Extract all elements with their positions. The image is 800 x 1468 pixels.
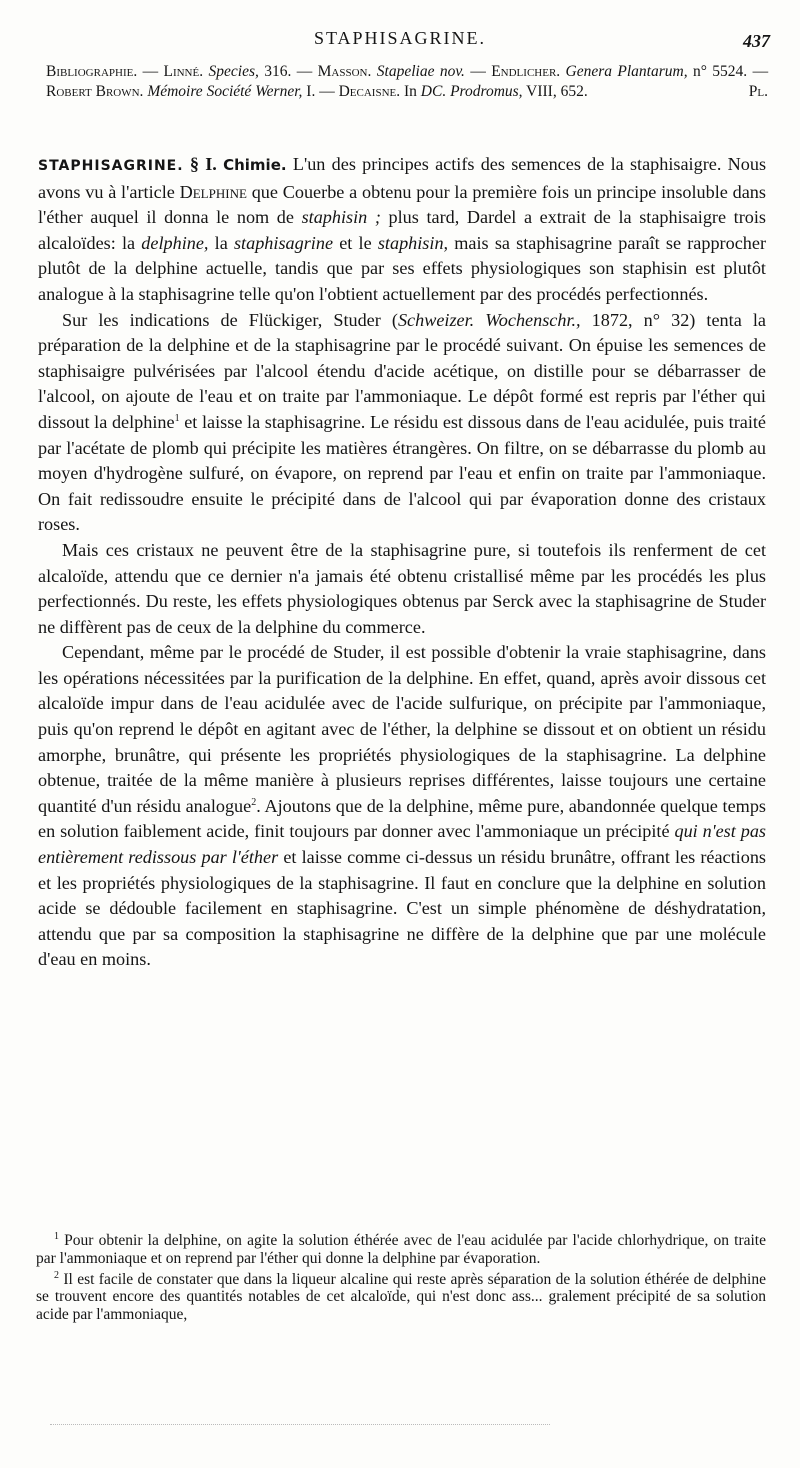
- text: mais sa staphisagrine paraît se rapprocher plutôt de la delphine actuelle, tandis que par ses effets physiologiques son staphisin est plutôt analogue à la staphisagrine telle qu'on l'obtient actuellement par des procédés perfectionnés.: [38, 232, 766, 304]
- footnote-text: Il est facile de constater que dans la liqueur alcaline qui reste après séparation de la solution éthérée de delphine se trouvent encore des quantités notables de cet alcaloïde, qui n'est donc ass... gralement précipité de sa solution acide par l'ammoniaque,: [36, 1270, 766, 1324]
- page-number: 437: [743, 31, 770, 51]
- paragraph: Mais ces cristaux ne peuvent être de la staphisagrine pure, si toutefois ils renferment de cet alcaloïde, attendu que ce dernier n'a jamais été obtenu cristallisé même par les procédés les plus perfectionnés. Du reste, les effets physiologiques obtenus par Serck avec la staphisagrine de Studer ne diffèrent pas de ceux de la delphine du commerce.: [38, 539, 766, 637]
- text: la: [208, 232, 234, 253]
- section-title: Chimie.: [223, 156, 287, 174]
- text: Cependant, même par le procédé de Studer, il est possible d'obtenir la vraie staphisagrine, dans les opérations nécessitées par la purification de la delphine. En effet, quand, après avoir dissous cet alcaloïde impur dans de l'eau acidulée avec de l'acide sulfurique, on précipite par l'ammoniaque, puis qu'on reprend le dépôt en agitant avec de l'éther, la delphine se dissout et on obtient un résidu amorphe, brunâtre, qui présente les propriétés physiologiques de la staphisagrine. La delphine obtenue, traitée de la même manière à plusieurs reprises différentes, laisse toujours une certaine quantité d'un résidu analogue: [38, 642, 766, 816]
- text: 1872, n° 32) tenta la préparation de la delphine et de la staphisagrine par le procédé suivant. On épuise les semences de staphisaigre pulvérisées par l'alcool étendu d'acide acétique, on distille pour se débarrasser de l'alcool, on ajoute de l'eau et on traite par l'ammoniaque. Le dépôt formé est repris par l'éther qui dissout la delphine: [38, 309, 766, 432]
- title-prodromus: DC. Prodromus,: [420, 82, 523, 100]
- article-body: [38, 152, 766, 973]
- author-decaisne: Decaisne.: [338, 82, 401, 100]
- text: que Couerbe a obtenu pour la première fois un principe insoluble dans l'éther auquel il donna le nom de: [38, 181, 766, 228]
- bibliography-label: Bibliographie.: [46, 63, 138, 80]
- cross-reference: Delphine: [179, 181, 247, 202]
- title-species: Species,: [208, 63, 259, 80]
- text: . Ajoutons que de la delphine, même pure, abandonnée quelque temps en solution faiblement acide, finit toujours par donner avec l'ammoniaque un précipité: [38, 795, 766, 842]
- journal-title: Schweizer. Wochenschr.,: [397, 309, 581, 330]
- footnote-ref: 2: [251, 796, 257, 808]
- dash: —: [747, 63, 769, 80]
- dash: —: [315, 82, 339, 100]
- ref: I.: [302, 82, 316, 100]
- dash: —: [464, 63, 492, 80]
- term: staphisin ;: [301, 207, 381, 228]
- text: Sur les indications de Flückiger, Studer (: [62, 309, 398, 330]
- signature: Pl.: [748, 82, 768, 100]
- in: In: [400, 82, 421, 100]
- text: L'un des principes actifs des semences de la staphisaigre. Nous avons vu à l'article: [38, 154, 767, 202]
- footnote-2: [36, 1271, 766, 1324]
- footnote-mark: 1: [54, 1230, 59, 1242]
- ref: 316.: [258, 63, 292, 80]
- author-masson: Masson.: [317, 63, 372, 80]
- title-stapeliae: Stapeliae nov.: [376, 63, 465, 80]
- title-memoire: Mémoire Société Werner,: [147, 82, 303, 100]
- dash: —: [291, 63, 318, 80]
- paragraph: [38, 308, 766, 538]
- emphasis: qui n'est pas entièrement redissous par l'éther: [38, 821, 766, 868]
- paragraph: [38, 152, 766, 308]
- paragraph: [38, 640, 766, 973]
- ref: VIII, 652.: [522, 82, 588, 100]
- title-genera: Genera Plantarum,: [565, 63, 688, 80]
- author-brown: Robert Brown.: [46, 82, 144, 100]
- dash: —: [137, 63, 164, 80]
- headword: STAPHISAGRINE.: [38, 158, 184, 174]
- text: et le: [333, 232, 378, 253]
- term: staphisagrine: [233, 232, 334, 253]
- footnote-text: Pour obtenir la delphine, on agite la solution éthérée avec de l'eau acidulée par l'acide chlorhydrique, on traite par l'ammoniaque et on reprend par l'éther qui donne la delphine par évaporation.: [36, 1232, 766, 1267]
- text: plus tard, Dardel a extrait de la staphisaigre trois alcaloïdes: la: [38, 207, 766, 253]
- author-linne: Linné.: [163, 63, 204, 80]
- running-title: STAPHISAGRINE.: [313, 28, 487, 48]
- footnote-ref: 1: [174, 412, 180, 424]
- text: et laisse la staphisagrine. Le résidu est dissous dans de l'eau acidulée, puis traité par l'acétate de plomb qui précipite les matières étrangères. On filtre, on se débarrasse du plomb au moyen d'hydrogène sulfuré, on évapore, on reprend par l'eau et enfin on traite par l'ammoniaque. On fait redissoudre ensuite le précipité dans de l'alcool qui par évaporation donne des cristaux roses.: [38, 411, 766, 535]
- text: et laisse comme ci-dessus un résidu brunâtre, offrant les réactions et les propriétés physiologiques de la staphisagrine. Il faut en conclure que la delphine en solution acide se dédouble facilement en staphisagrine. C'est un simple phénomène de déshydratation, attendu que par sa composition la staphisagrine ne diffère de la delphine que par une molécule d'eau en moins.: [38, 847, 766, 970]
- author-endlicher: Endlicher.: [491, 63, 561, 80]
- footnotes: [36, 1232, 766, 1327]
- ref: n° 5524.: [687, 63, 748, 80]
- term: staphisin,: [377, 232, 449, 253]
- bottom-rule: [50, 1424, 550, 1429]
- bibliography-block: [46, 62, 768, 101]
- footnote-1: [36, 1232, 766, 1268]
- footnote-mark: 2: [54, 1269, 59, 1281]
- term: delphine,: [141, 232, 209, 253]
- section-mark: § I.: [189, 154, 217, 174]
